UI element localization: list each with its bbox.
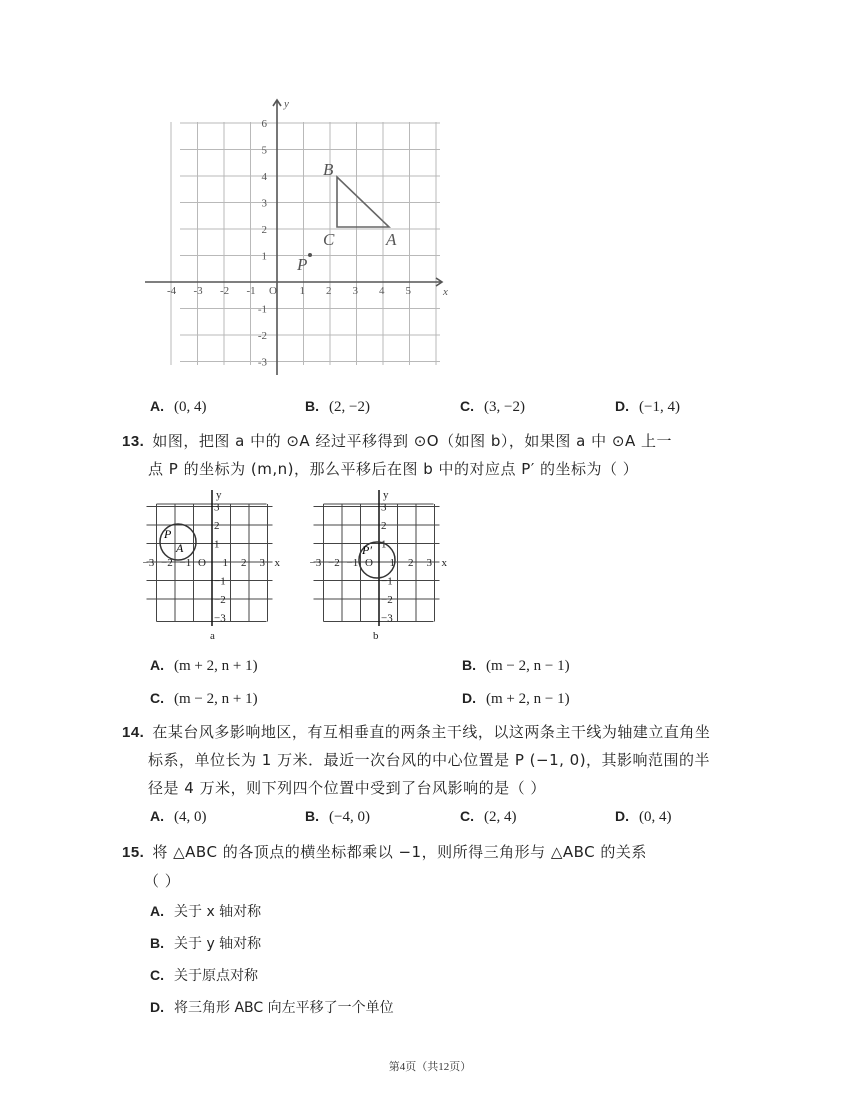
y-tick-label: 2: [214, 520, 220, 532]
q15-line1: 15. 将 △ABC 的各顶点的横坐标都乘以 −1，则所得三角形与 △ABC 的关系: [122, 843, 647, 861]
q15-option-d[interactable]: D. 将三角形 ABC 向左平移了一个单位: [150, 999, 394, 1016]
q12-option-d[interactable]: D. (−1, 4): [615, 398, 680, 415]
x-tick-label: -3: [193, 285, 203, 297]
x-tick-label: −2: [328, 557, 340, 569]
x-axis-label: x: [274, 557, 280, 569]
y-axis-label: y: [383, 489, 389, 501]
q13-option-b[interactable]: B. (m − 2, n − 1): [462, 657, 570, 674]
x-tick-label: O: [269, 285, 277, 297]
point-p-prime-label: P′: [362, 543, 372, 557]
point-b-label: B: [323, 160, 334, 179]
x-tick-label: 2: [408, 557, 414, 569]
q14-option-b[interactable]: B. (−4, 0): [305, 808, 370, 825]
y-tick-label: -2: [257, 330, 267, 342]
x-tick-label: -1: [246, 285, 256, 297]
y-axis-label: y: [216, 489, 222, 501]
q14-line2: 标系，单位长为 1 万米．最近一次台风的中心位置是 P (−1, 0)，其影响范围的半: [148, 751, 711, 769]
point-p-dot: [308, 253, 312, 257]
x-tick-label: 3: [352, 285, 358, 297]
q13-line1: 13. 如图，把图 a 中的 ⊙A 经过平移得到 ⊙O（如图 b），如果图 a 中 ⊙A 上一: [122, 432, 672, 450]
q14-option-a[interactable]: A. (4, 0): [150, 808, 207, 825]
q15-option-a[interactable]: A. 关于 x 轴对称: [150, 903, 262, 920]
x-tick-label: -4: [167, 285, 177, 297]
figure-b-caption: b: [373, 630, 379, 642]
q14-option-d[interactable]: D. (0, 4): [615, 808, 672, 825]
point-a-label: A: [386, 230, 397, 249]
q14-line1: 14. 在某台风多影响地区，有互相垂直的两条主干线，以这两条主干线为轴建立直角坐: [122, 723, 711, 741]
figure-a-caption: a: [210, 630, 215, 642]
q13-line2: 点 P 的坐标为 (m,n)，那么平移后在图 b 中的对应点 P′ 的坐标为（ ）: [148, 460, 639, 478]
y-tick-label: 4: [261, 171, 267, 183]
x-tick-label: −3: [309, 557, 322, 569]
x-tick-label: −2: [161, 557, 173, 569]
q13-figure-a: [138, 486, 298, 626]
y-tick-label: −1: [214, 575, 226, 588]
x-tick-label: −3: [142, 557, 155, 569]
y-tick-label: −2: [214, 594, 226, 606]
q12-option-b[interactable]: B. (2, −2): [305, 398, 370, 415]
x-tick-label: 1: [222, 557, 228, 569]
page-footer: 第4页（共12页）: [388, 1061, 472, 1073]
y-axis-label: y: [284, 98, 289, 110]
y-tick-label: −1: [381, 575, 393, 588]
q12-option-a[interactable]: A. (0, 4): [150, 398, 207, 415]
y-tick-label: 6: [261, 118, 267, 130]
x-tick-label: 2: [326, 285, 332, 297]
q15-line2: （ ）: [144, 872, 181, 890]
y-tick-label: 1: [214, 538, 220, 551]
y-tick-label: 3: [214, 501, 220, 514]
x-tick-label: −1: [346, 557, 359, 569]
q13-option-d[interactable]: D. (m + 2, n − 1): [462, 690, 570, 707]
x-tick-label: O: [365, 557, 373, 569]
q14-option-c[interactable]: C. (2, 4): [460, 808, 517, 825]
y-tick-label: 1: [381, 538, 387, 551]
y-tick-label: −3: [214, 612, 226, 625]
x-tick-label: −1: [179, 557, 192, 569]
y-tick-label: 3: [261, 197, 267, 210]
x-tick-label: 3: [426, 557, 432, 569]
x-tick-label: 3: [259, 557, 265, 569]
x-axis-label: x: [441, 557, 447, 569]
center-a-label: A: [176, 541, 184, 555]
q13-figure-b: [305, 486, 465, 626]
q14-line3: 径是 4 万米，则下列四个位置中受到了台风影响的是（ ）: [148, 779, 546, 797]
y-tick-label: 2: [261, 224, 267, 236]
x-tick-label: 5: [405, 285, 411, 297]
q15-option-b[interactable]: B. 关于 y 轴对称: [150, 935, 262, 952]
point-p-label: P: [297, 255, 308, 274]
x-tick-label: -2: [220, 285, 230, 297]
y-tick-label: -3: [257, 356, 267, 369]
y-tick-label: 1: [261, 250, 267, 263]
x-tick-label: O: [198, 557, 206, 569]
y-tick-label: 5: [261, 144, 267, 157]
y-tick-label: 2: [381, 520, 387, 532]
y-tick-label: −2: [381, 594, 393, 606]
y-tick-label: −3: [381, 612, 393, 625]
y-tick-label: -1: [257, 303, 267, 316]
x-tick-label: 2: [241, 557, 247, 569]
point-p-label: P: [164, 527, 172, 541]
x-tick-label: 4: [379, 285, 385, 297]
q12-option-c[interactable]: C. (3, −2): [460, 398, 525, 415]
y-tick-label: 3: [381, 501, 387, 514]
x-tick-label: 1: [389, 557, 395, 569]
point-c-label: C: [323, 230, 335, 249]
x-tick-label: 1: [299, 285, 305, 297]
q15-option-c[interactable]: C. 关于原点对称: [150, 967, 258, 984]
q12-coordinate-figure: [140, 95, 450, 380]
x-axis-label: x: [443, 286, 448, 298]
q13-option-c[interactable]: C. (m − 2, n + 1): [150, 690, 258, 707]
q13-option-a[interactable]: A. (m + 2, n + 1): [150, 657, 258, 674]
